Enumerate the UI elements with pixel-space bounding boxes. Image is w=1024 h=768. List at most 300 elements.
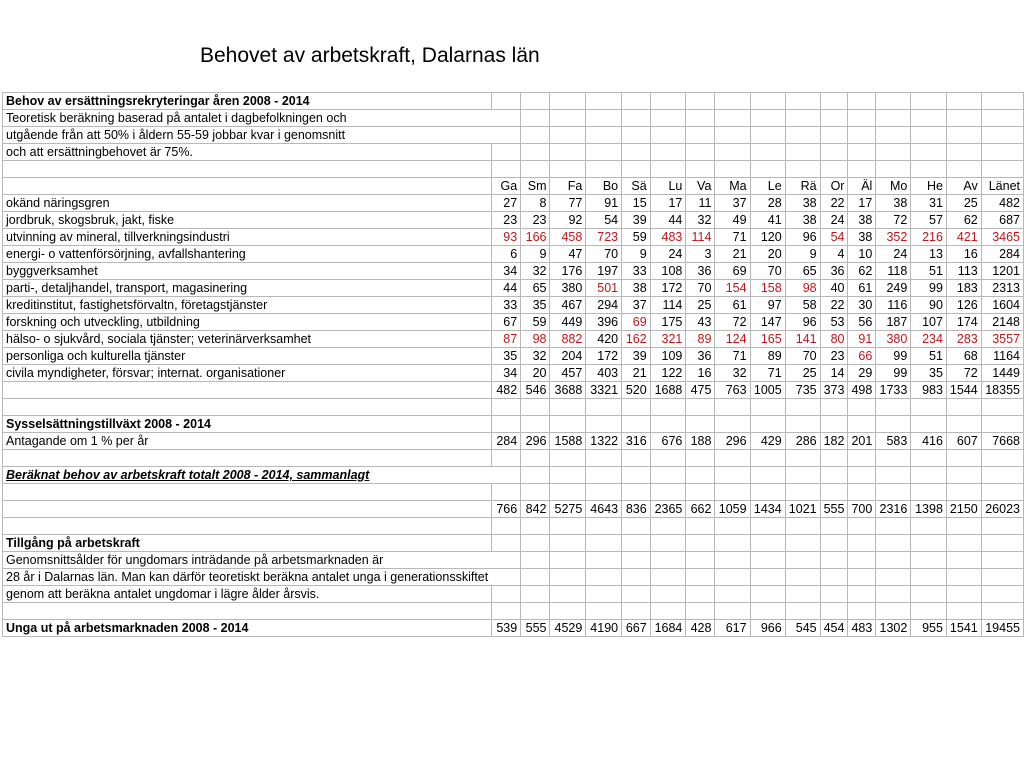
empty-cell xyxy=(686,518,715,535)
empty-cell xyxy=(750,93,785,110)
intro-line xyxy=(3,127,1024,144)
empty-cell xyxy=(491,552,520,569)
sector-row xyxy=(3,263,1024,280)
empty-cell xyxy=(650,127,686,144)
empty-cell xyxy=(650,484,686,501)
value-cell-le: 165 xyxy=(750,331,785,348)
empty-cell xyxy=(750,569,785,586)
empty-cell xyxy=(550,450,586,467)
value-cell-av: 68 xyxy=(946,348,981,365)
empty-cell xyxy=(586,93,622,110)
value-cell-bo: 70 xyxy=(586,246,622,263)
value-cell-sä: 39 xyxy=(622,348,651,365)
empty-cell xyxy=(785,144,820,161)
value-cell-äl: 498 xyxy=(848,382,876,399)
value-cell-ma: 1059 xyxy=(715,501,750,518)
value-cell-he: 216 xyxy=(911,229,947,246)
value-cell-av: 2150 xyxy=(946,501,981,518)
empty-cell xyxy=(686,416,715,433)
value-cell-mo: 352 xyxy=(876,229,911,246)
sector-row-label: civila myndigheter, försvar; internat. organisationer xyxy=(3,365,492,382)
empty-cell xyxy=(911,144,947,161)
empty-cell xyxy=(586,399,622,416)
value-cell-fa: 92 xyxy=(550,212,586,229)
value-cell-rä: 545 xyxy=(785,620,820,637)
value-cell-av: 113 xyxy=(946,263,981,280)
sector-row xyxy=(3,229,1024,246)
empty-cell xyxy=(981,552,1023,569)
growth-row-label: Antagande om 1 % per år xyxy=(3,433,492,450)
empty-cell xyxy=(650,518,686,535)
empty-cell xyxy=(785,127,820,144)
empty-cell xyxy=(876,467,911,484)
value-cell-mo: 2316 xyxy=(876,501,911,518)
value-cell-sm: 65 xyxy=(521,280,550,297)
value-cell-mo: 187 xyxy=(876,314,911,331)
value-cell-rä: 65 xyxy=(785,263,820,280)
empty-cell xyxy=(750,467,785,484)
empty-cell xyxy=(876,93,911,110)
value-cell-äl: 700 xyxy=(848,501,876,518)
value-cell-he: 90 xyxy=(911,297,947,314)
empty-cell xyxy=(521,569,550,586)
empty-cell xyxy=(550,416,586,433)
value-cell-sä: 37 xyxy=(622,297,651,314)
empty-cell xyxy=(491,161,520,178)
empty-cell xyxy=(876,484,911,501)
value-cell-av: 126 xyxy=(946,297,981,314)
empty-cell xyxy=(820,450,848,467)
empty-cell xyxy=(491,484,520,501)
value-cell-va: 475 xyxy=(686,382,715,399)
empty-cell xyxy=(911,552,947,569)
value-cell-va: 43 xyxy=(686,314,715,331)
supply-line-label: Genomsnittsålder för ungdomars inträdande på arbetsmarknaden är xyxy=(3,552,492,569)
empty-cell xyxy=(650,144,686,161)
sector-row xyxy=(3,280,1024,297)
empty-cell xyxy=(686,110,715,127)
empty-cell xyxy=(785,569,820,586)
value-cell-lu: 1684 xyxy=(650,620,686,637)
empty-cell xyxy=(911,467,947,484)
empty-cell xyxy=(911,603,947,620)
value-cell-lu: 114 xyxy=(650,297,686,314)
column-header: Länet xyxy=(981,178,1023,195)
value-cell-or: 80 xyxy=(820,331,848,348)
value-cell-sä: 21 xyxy=(622,365,651,382)
empty-cell xyxy=(491,399,520,416)
sector-row-label: byggverksamhet xyxy=(3,263,492,280)
empty-cell xyxy=(946,535,981,552)
empty-cell xyxy=(715,416,750,433)
sector-row-label: jordbruk, skogsbruk, jakt, fiske xyxy=(3,212,492,229)
column-header: Av xyxy=(946,178,981,195)
value-cell-länet: 19455 xyxy=(981,620,1023,637)
column-header: Va xyxy=(686,178,715,195)
value-cell-ma: 71 xyxy=(715,348,750,365)
value-cell-bo: 54 xyxy=(586,212,622,229)
empty-cell xyxy=(946,110,981,127)
empty-cell xyxy=(650,603,686,620)
value-cell-äl: 29 xyxy=(848,365,876,382)
empty-cell xyxy=(750,518,785,535)
empty-cell xyxy=(946,467,981,484)
empty-cell xyxy=(686,93,715,110)
empty-cell xyxy=(491,467,520,484)
empty-cell xyxy=(946,144,981,161)
value-cell-sä: 15 xyxy=(622,195,651,212)
empty-cell xyxy=(946,518,981,535)
empty-cell xyxy=(848,399,876,416)
empty-cell xyxy=(650,552,686,569)
empty-cell xyxy=(622,603,651,620)
empty-cell xyxy=(521,110,550,127)
value-cell-he: 99 xyxy=(911,280,947,297)
value-cell-lu: 1688 xyxy=(650,382,686,399)
value-cell-bo: 723 xyxy=(586,229,622,246)
value-cell-länet: 3465 xyxy=(981,229,1023,246)
value-cell-länet: 482 xyxy=(981,195,1023,212)
empty-cell xyxy=(848,144,876,161)
value-cell-va: 11 xyxy=(686,195,715,212)
growth-heading-label: Sysselsättningstillväxt 2008 - 2014 xyxy=(3,416,492,433)
empty-cell xyxy=(550,569,586,586)
value-cell-rä: 735 xyxy=(785,382,820,399)
value-cell-fa: 467 xyxy=(550,297,586,314)
empty-cell xyxy=(586,552,622,569)
value-cell-le: 70 xyxy=(750,263,785,280)
empty-cell xyxy=(686,450,715,467)
sector-row-label: personliga och kulturella tjänster xyxy=(3,348,492,365)
value-cell-av: 283 xyxy=(946,331,981,348)
value-cell-äl: 10 xyxy=(848,246,876,263)
value-cell-fa: 458 xyxy=(550,229,586,246)
empty-cell xyxy=(820,467,848,484)
empty-cell xyxy=(715,552,750,569)
blank-row xyxy=(3,161,1024,178)
empty-cell xyxy=(650,416,686,433)
empty-cell xyxy=(785,552,820,569)
empty-cell xyxy=(848,484,876,501)
value-cell-lu: 2365 xyxy=(650,501,686,518)
value-cell-fa: 457 xyxy=(550,365,586,382)
empty-cell xyxy=(946,93,981,110)
empty-cell xyxy=(848,416,876,433)
empty-cell xyxy=(750,144,785,161)
supply-line xyxy=(3,552,1024,569)
empty-cell xyxy=(820,552,848,569)
value-cell-rä: 141 xyxy=(785,331,820,348)
value-cell-mo: 38 xyxy=(876,195,911,212)
empty-cell xyxy=(876,552,911,569)
value-cell-äl: 56 xyxy=(848,314,876,331)
empty-cell xyxy=(586,161,622,178)
empty-cell xyxy=(785,484,820,501)
empty-cell xyxy=(750,586,785,603)
value-cell-or: 53 xyxy=(820,314,848,331)
value-cell-he: 13 xyxy=(911,246,947,263)
sector-row xyxy=(3,297,1024,314)
growth-heading xyxy=(3,416,1024,433)
value-cell-sm: 98 xyxy=(521,331,550,348)
value-cell-va: 25 xyxy=(686,297,715,314)
empty-cell xyxy=(785,161,820,178)
value-cell-he: 983 xyxy=(911,382,947,399)
empty-cell xyxy=(715,161,750,178)
value-cell-mo: 72 xyxy=(876,212,911,229)
empty-cell xyxy=(750,603,785,620)
value-cell-fa: 204 xyxy=(550,348,586,365)
value-cell-lu: 17 xyxy=(650,195,686,212)
empty-cell xyxy=(622,93,651,110)
value-cell-fa: 176 xyxy=(550,263,586,280)
value-cell-or: 24 xyxy=(820,212,848,229)
empty-cell xyxy=(876,603,911,620)
column-header: Äl xyxy=(848,178,876,195)
empty-cell xyxy=(491,127,520,144)
empty-cell xyxy=(981,127,1023,144)
empty-cell xyxy=(491,586,520,603)
value-cell-le: 1005 xyxy=(750,382,785,399)
value-cell-fa: 77 xyxy=(550,195,586,212)
sector-row-label: energi- o vattenförsörjning, avfallshantering xyxy=(3,246,492,263)
empty-cell xyxy=(820,110,848,127)
empty-cell xyxy=(521,586,550,603)
value-cell-le: 28 xyxy=(750,195,785,212)
value-cell-av: 25 xyxy=(946,195,981,212)
value-cell-or: 22 xyxy=(820,195,848,212)
empty-cell xyxy=(946,127,981,144)
empty-cell xyxy=(622,569,651,586)
supply-line xyxy=(3,569,1024,586)
value-cell-sä: 33 xyxy=(622,263,651,280)
value-cell-lu: 483 xyxy=(650,229,686,246)
empty-cell xyxy=(911,416,947,433)
supply-line xyxy=(3,586,1024,603)
empty-cell xyxy=(981,144,1023,161)
empty-cell xyxy=(715,535,750,552)
empty-cell xyxy=(785,450,820,467)
supply-line-label: 28 år i Dalarnas län. Man kan därför teoretiskt beräkna antalet unga i generationsskiftet xyxy=(3,569,492,586)
value-cell-fa: 47 xyxy=(550,246,586,263)
blank-row xyxy=(3,603,1024,620)
empty-cell xyxy=(981,161,1023,178)
empty-cell xyxy=(586,518,622,535)
empty-cell xyxy=(550,110,586,127)
empty-cell xyxy=(981,450,1023,467)
value-cell-le: 20 xyxy=(750,246,785,263)
empty-cell xyxy=(686,535,715,552)
youth-row-label: Unga ut på arbetsmarknaden 2008 - 2014 xyxy=(3,620,492,637)
empty-cell xyxy=(876,569,911,586)
value-cell-rä: 38 xyxy=(785,195,820,212)
empty-cell xyxy=(981,467,1023,484)
value-cell-länet: 2148 xyxy=(981,314,1023,331)
empty-cell xyxy=(785,93,820,110)
blank-row-label xyxy=(3,518,492,535)
value-cell-va: 70 xyxy=(686,280,715,297)
empty-cell xyxy=(491,416,520,433)
empty-cell xyxy=(848,161,876,178)
empty-cell xyxy=(686,603,715,620)
empty-cell xyxy=(650,467,686,484)
value-cell-fa: 5275 xyxy=(550,501,586,518)
empty-cell xyxy=(521,535,550,552)
empty-cell xyxy=(911,535,947,552)
empty-cell xyxy=(750,416,785,433)
empty-cell xyxy=(820,399,848,416)
value-cell-he: 1398 xyxy=(911,501,947,518)
value-cell-lu: 676 xyxy=(650,433,686,450)
empty-cell xyxy=(491,569,520,586)
empty-cell xyxy=(550,552,586,569)
empty-cell xyxy=(946,161,981,178)
value-cell-äl: 30 xyxy=(848,297,876,314)
value-cell-ma: 617 xyxy=(715,620,750,637)
value-cell-sm: 20 xyxy=(521,365,550,382)
value-cell-av: 1544 xyxy=(946,382,981,399)
empty-cell xyxy=(820,586,848,603)
empty-cell xyxy=(946,416,981,433)
sector-row-label: parti-, detaljhandel, transport, magasinering xyxy=(3,280,492,297)
value-cell-rä: 58 xyxy=(785,297,820,314)
value-cell-ga: 284 xyxy=(491,433,520,450)
empty-cell xyxy=(911,586,947,603)
value-cell-ma: 69 xyxy=(715,263,750,280)
value-cell-or: 23 xyxy=(820,348,848,365)
value-cell-sm: 8 xyxy=(521,195,550,212)
empty-cell xyxy=(911,161,947,178)
value-cell-mo: 118 xyxy=(876,263,911,280)
value-cell-le: 966 xyxy=(750,620,785,637)
value-cell-ma: 37 xyxy=(715,195,750,212)
empty-cell xyxy=(848,518,876,535)
value-cell-mo: 380 xyxy=(876,331,911,348)
value-cell-rä: 70 xyxy=(785,348,820,365)
empty-cell xyxy=(622,161,651,178)
value-cell-ga: 35 xyxy=(491,348,520,365)
empty-cell xyxy=(848,603,876,620)
value-cell-le: 71 xyxy=(750,365,785,382)
value-cell-sä: 836 xyxy=(622,501,651,518)
empty-cell xyxy=(820,535,848,552)
empty-cell xyxy=(820,416,848,433)
value-cell-sä: 69 xyxy=(622,314,651,331)
empty-cell xyxy=(981,518,1023,535)
column-header-row xyxy=(3,178,1024,195)
value-cell-ga: 67 xyxy=(491,314,520,331)
empty-cell xyxy=(586,603,622,620)
value-cell-he: 51 xyxy=(911,263,947,280)
empty-cell xyxy=(876,416,911,433)
blank-row-label xyxy=(3,399,492,416)
empty-cell xyxy=(622,416,651,433)
value-cell-sm: 23 xyxy=(521,212,550,229)
value-cell-ma: 154 xyxy=(715,280,750,297)
value-cell-he: 955 xyxy=(911,620,947,637)
value-cell-ma: 71 xyxy=(715,229,750,246)
empty-cell xyxy=(586,110,622,127)
sector-row xyxy=(3,246,1024,263)
value-cell-rä: 25 xyxy=(785,365,820,382)
value-cell-sä: 39 xyxy=(622,212,651,229)
empty-cell xyxy=(550,603,586,620)
value-cell-sm: 166 xyxy=(521,229,550,246)
value-cell-sm: 59 xyxy=(521,314,550,331)
supply-heading xyxy=(3,535,1024,552)
value-cell-le: 429 xyxy=(750,433,785,450)
value-cell-ga: 34 xyxy=(491,365,520,382)
empty-cell xyxy=(981,93,1023,110)
value-cell-sm: 546 xyxy=(521,382,550,399)
value-cell-lu: 44 xyxy=(650,212,686,229)
empty-cell xyxy=(785,535,820,552)
empty-cell xyxy=(876,127,911,144)
value-cell-ma: 763 xyxy=(715,382,750,399)
empty-cell xyxy=(550,161,586,178)
value-cell-rä: 286 xyxy=(785,433,820,450)
total-need-row xyxy=(3,501,1024,518)
empty-cell xyxy=(586,484,622,501)
blank-row xyxy=(3,518,1024,535)
value-cell-äl: 38 xyxy=(848,229,876,246)
empty-cell xyxy=(848,110,876,127)
empty-cell xyxy=(848,467,876,484)
value-cell-or: 373 xyxy=(820,382,848,399)
value-cell-or: 22 xyxy=(820,297,848,314)
column-header: Ma xyxy=(715,178,750,195)
value-cell-ga: 87 xyxy=(491,331,520,348)
empty-cell xyxy=(715,586,750,603)
empty-cell xyxy=(848,552,876,569)
empty-cell xyxy=(622,127,651,144)
growth-row xyxy=(3,433,1024,450)
empty-cell xyxy=(686,161,715,178)
blank-row-label xyxy=(3,161,492,178)
value-cell-le: 89 xyxy=(750,348,785,365)
column-header: Bo xyxy=(586,178,622,195)
value-cell-he: 51 xyxy=(911,348,947,365)
empty-cell xyxy=(820,603,848,620)
empty-cell xyxy=(911,399,947,416)
value-cell-bo: 172 xyxy=(586,348,622,365)
empty-cell xyxy=(750,484,785,501)
sector-row-label: utvinning av mineral, tillverkningsindustri xyxy=(3,229,492,246)
empty-cell xyxy=(876,144,911,161)
blank-row xyxy=(3,484,1024,501)
value-cell-mo: 249 xyxy=(876,280,911,297)
empty-cell xyxy=(981,484,1023,501)
sector-row-label: forskning och utveckling, utbildning xyxy=(3,314,492,331)
value-cell-ga: 482 xyxy=(491,382,520,399)
value-cell-bo: 294 xyxy=(586,297,622,314)
empty-cell xyxy=(820,144,848,161)
empty-cell xyxy=(491,110,520,127)
empty-cell xyxy=(586,144,622,161)
empty-cell xyxy=(622,450,651,467)
value-cell-fa: 3688 xyxy=(550,382,586,399)
value-cell-lu: 122 xyxy=(650,365,686,382)
empty-cell xyxy=(686,484,715,501)
value-cell-or: 555 xyxy=(820,501,848,518)
value-cell-bo: 1322 xyxy=(586,433,622,450)
value-cell-rä: 1021 xyxy=(785,501,820,518)
empty-cell xyxy=(491,603,520,620)
value-cell-länet: 2313 xyxy=(981,280,1023,297)
value-cell-fa: 1588 xyxy=(550,433,586,450)
empty-cell xyxy=(550,467,586,484)
empty-cell xyxy=(550,127,586,144)
